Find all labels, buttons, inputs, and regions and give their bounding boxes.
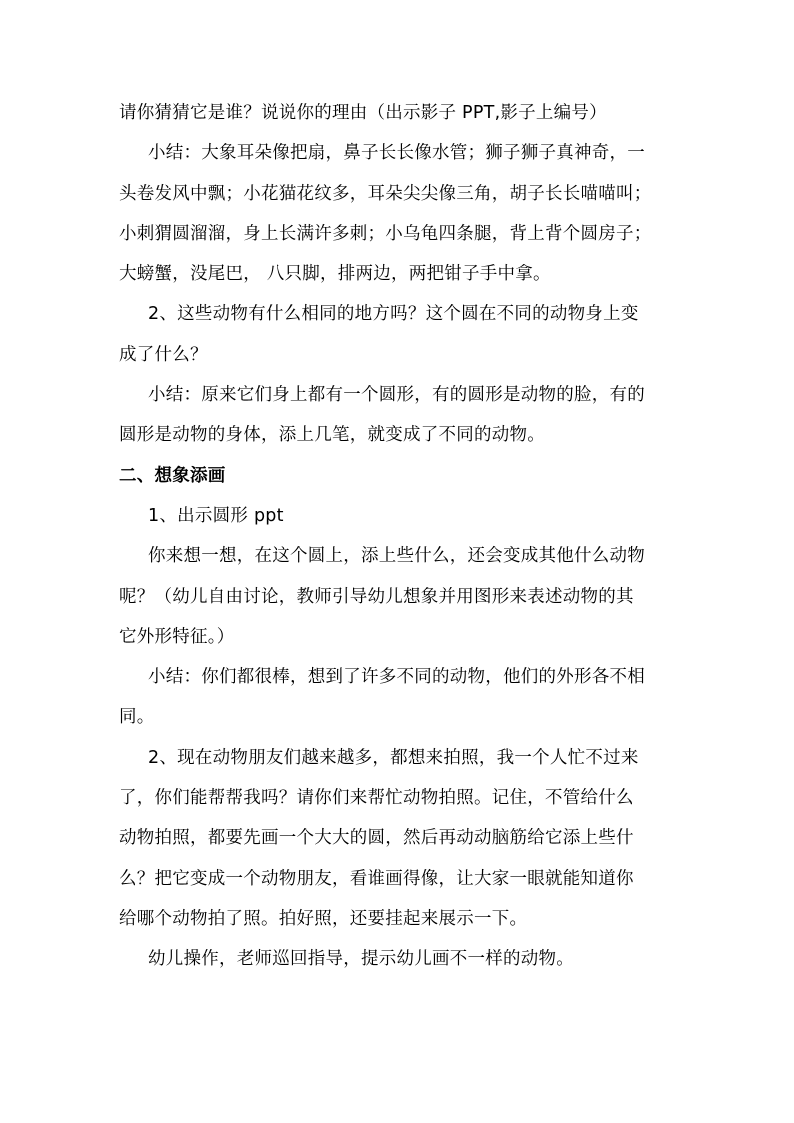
text-line: 呢？（幼儿自由讨论，教师引导幼儿想象并用图形来表述动物的其 [119, 586, 634, 607]
text-line: 了，你们能帮帮我吗？请你们来帮忙动物拍照。记住，不管给什么 [119, 788, 634, 809]
text-line: 幼儿操作，老师巡回指导，提示幼儿画不一样的动物。 [148, 949, 574, 970]
text-line: 2、现在动物朋友们越来越多，都想来拍照，我一个人忙不过来 [148, 747, 639, 768]
text-line: 2、这些动物有什么相同的地方吗？这个圆在不同的动物身上变 [148, 304, 639, 325]
document-page [119, 100, 679, 987]
text-line: 你来想一想，在这个圆上，添上些什么，还会变成其他什么动物 [148, 546, 645, 567]
text-line: 头卷发风中飘；小花猫花纹多，耳朵尖尖像三角，胡子长长喵喵叫； [119, 183, 652, 204]
section-heading: 二、想象添画 [119, 465, 226, 486]
text-line: 同。 [119, 707, 155, 728]
text-line: 它外形特征。） [119, 626, 235, 647]
text-line: 成了什么？ [119, 344, 208, 365]
text-line: 么？把它变成一个动物朋友，看谁画得像，让大家一眼就能知道你 [119, 868, 634, 889]
text-line: 大螃蟹，没尾巴， 八只脚，排两边，两把钳子手中拿。 [119, 264, 551, 285]
text-line: 动物拍照，都要先画一个大大的圆，然后再动动脑筋给它添上些什 [119, 828, 634, 849]
text-line: 小结：大象耳朵像把扇，鼻子长长像水管；狮子狮子真神奇，一 [148, 143, 645, 164]
text-line: 圆形是动物的身体，添上几笔，就变成了不同的动物。 [119, 425, 545, 446]
text-line: 小结：原来它们身上都有一个圆形，有的圆形是动物的脸，有的 [148, 385, 645, 406]
text-line: 给哪个动物拍了照。拍好照，还要挂起来展示一下。 [119, 908, 528, 929]
text-line: 小结：你们都很棒，想到了许多不同的动物，他们的外形各不相 [148, 667, 645, 688]
text-line: 1、出示圆形 ppt [148, 505, 284, 526]
text-line: 小刺猬圆溜溜，身上长满许多刺；小乌龟四条腿，背上背个圆房子； [119, 223, 652, 244]
text-line: 请你猜猜它是谁？说说你的理由（出示影子 PPT,影子上编号） [119, 103, 607, 123]
